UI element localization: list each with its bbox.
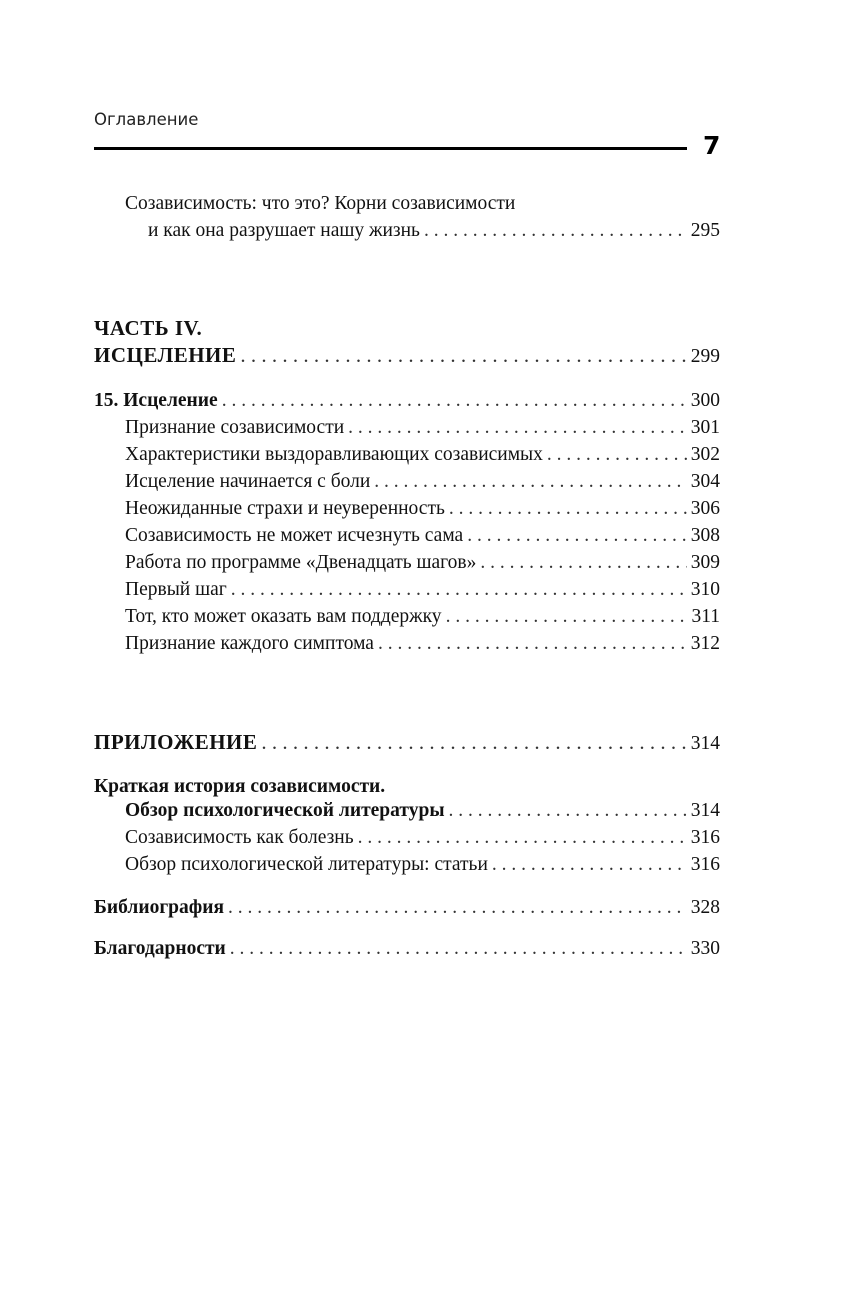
toc-entry <box>94 632 720 656</box>
toc-entry <box>94 497 720 521</box>
toc-entry <box>94 578 720 602</box>
toc-entry-title: Признание созависимости <box>125 417 345 438</box>
toc-page-number: 299 <box>690 346 720 367</box>
running-head: Оглавление <box>94 110 199 129</box>
leader-dots <box>261 730 686 754</box>
chapter-entry <box>94 389 720 413</box>
page-number: 7 <box>703 131 721 160</box>
toc-entry-title: Исцеление начинается с боли <box>125 471 371 492</box>
toc-entry-title: Работа по программе «Двенадцать шагов» <box>125 552 477 573</box>
toc-entry-title: Неожиданные страхи и неуверенность <box>125 498 445 519</box>
appendix-entry <box>94 730 720 756</box>
toc-entry-title: Библиография <box>94 897 225 918</box>
toc-page-number: 312 <box>690 633 720 654</box>
toc-entry <box>94 799 720 823</box>
toc-entry-title: Признание каждого симптома <box>125 633 374 654</box>
toc-entry <box>94 524 720 548</box>
toc-entry <box>94 219 720 243</box>
leader-dots <box>492 853 687 877</box>
toc-page-number: 328 <box>690 897 720 918</box>
toc-page-number: 314 <box>690 733 720 754</box>
header-rule <box>94 147 687 150</box>
leader-dots <box>222 389 687 413</box>
toc-page-number: 308 <box>690 525 720 546</box>
toc-entry-title: Созависимость не может исчезнуть сама <box>125 525 464 546</box>
leader-dots <box>231 578 687 602</box>
toc-page-number: 300 <box>690 390 720 411</box>
toc-entry-title: Созависимость: что это? Корни созависимости <box>125 193 516 214</box>
leader-dots <box>374 470 686 494</box>
toc-entry-title: Первый шаг <box>125 579 227 600</box>
leader-dots <box>230 937 687 961</box>
toc-entry-title: Обзор психологической литературы <box>125 800 445 821</box>
toc-page-number: 306 <box>690 498 720 519</box>
appendix-title: ПРИЛОЖЕНИЕ <box>94 730 258 754</box>
toc-entry <box>94 896 720 920</box>
section-title: Краткая история созависимости. <box>94 776 386 797</box>
leader-dots <box>348 416 687 440</box>
toc-page-number: 314 <box>690 800 720 821</box>
leader-dots <box>358 826 687 850</box>
toc-entry <box>94 937 720 961</box>
leader-dots <box>449 799 687 823</box>
toc-entry-title: Обзор психологической литературы: статьи <box>125 854 488 875</box>
toc-page-number: 309 <box>690 552 720 573</box>
toc-entry-title: Тот, кто может оказать вам поддержку <box>125 606 442 627</box>
toc-page-number: 310 <box>690 579 720 600</box>
toc-entry <box>94 443 720 467</box>
toc-entry-title: Созависимость как болезнь <box>125 827 354 848</box>
chapter-title: 15. Исцеление <box>94 390 218 411</box>
toc-page-number: 316 <box>690 827 720 848</box>
toc-page-number: 330 <box>690 938 720 959</box>
toc-page-number: 311 <box>691 606 720 627</box>
toc-entry <box>94 470 720 494</box>
leader-dots <box>449 497 687 521</box>
toc-page-number: 302 <box>690 444 720 465</box>
toc-entry <box>94 826 720 850</box>
leader-dots <box>378 632 687 656</box>
toc-entry <box>94 192 720 216</box>
leader-dots <box>228 896 687 920</box>
leader-dots <box>547 443 687 467</box>
toc-entry-title: и как она разрушает нашу жизнь <box>148 220 420 241</box>
leader-dots <box>424 219 687 243</box>
leader-dots <box>467 524 687 548</box>
part-heading <box>94 316 720 340</box>
toc-entry <box>94 605 720 629</box>
toc-entry <box>94 416 720 440</box>
leader-dots <box>446 605 688 629</box>
toc-page-number: 304 <box>690 471 720 492</box>
part-label: ЧАСТЬ IV. <box>94 316 203 340</box>
toc-page-number: 316 <box>690 854 720 875</box>
toc-entry-title: Характеристики выздоравливающих созависимых <box>125 444 543 465</box>
toc-page-number: 295 <box>690 220 720 241</box>
toc-entry-title: Благодарности <box>94 938 226 959</box>
leader-dots <box>480 551 686 575</box>
toc-page-number: 301 <box>690 417 720 438</box>
section-heading <box>94 775 720 799</box>
part-title: ИСЦЕЛЕНИЕ <box>94 343 237 367</box>
leader-dots <box>240 343 686 367</box>
toc-entry <box>94 853 720 877</box>
toc-entry <box>94 551 720 575</box>
part-entry <box>94 343 720 369</box>
